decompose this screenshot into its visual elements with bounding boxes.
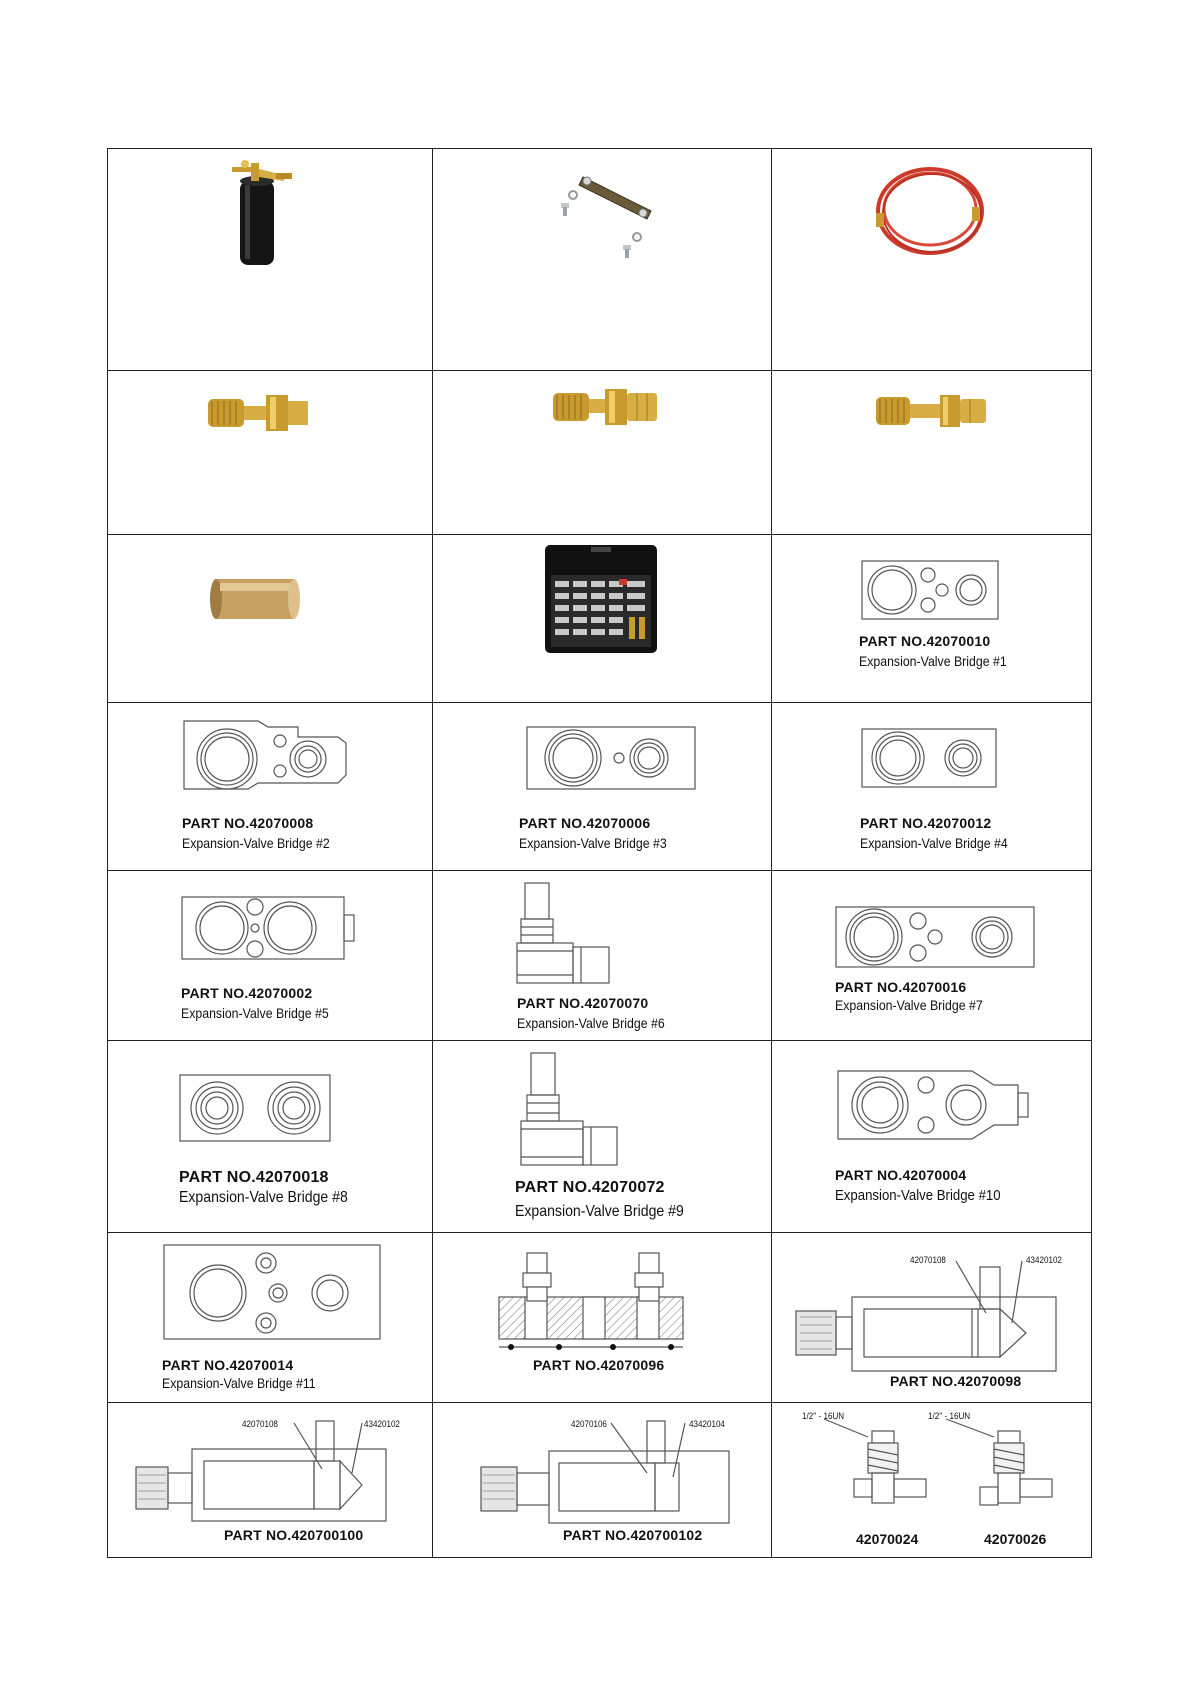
callout-label: 42070108: [910, 1255, 946, 1266]
bridge-10-drawing: [772, 1041, 1091, 1233]
thread-label: 1/2'' - 16UN: [802, 1411, 845, 1422]
kit-case-photo: [433, 535, 772, 703]
cell-red-hose: [772, 149, 1091, 371]
callout-label: 43420102: [1026, 1255, 1062, 1266]
gasket-strip-with-bolts-photo: [433, 149, 772, 371]
manifold-block-section-drawing: [433, 1233, 772, 1403]
parts-catalog-grid: [107, 148, 1092, 1558]
cell-bridge-2: [108, 703, 433, 871]
bridge-7-drawing: [772, 871, 1091, 1041]
part-number: PART NO.420700102: [563, 1527, 703, 1543]
part-number: PART NO.42070016: [835, 979, 967, 995]
callout-label: 42070106: [571, 1419, 607, 1430]
part-number: PART NO.42070008: [182, 815, 314, 831]
cell-brass-adapter-1: [108, 371, 433, 535]
part-number: PART NO.42070070: [517, 995, 649, 1011]
cell-brass-sleeve: [108, 535, 433, 703]
cell-bridge-9: [433, 1041, 772, 1233]
part-number: PART NO.42070010: [859, 633, 991, 649]
part-description: Expansion-Valve Bridge #3: [519, 835, 667, 851]
part-description: Expansion-Valve Bridge #9: [515, 1203, 684, 1220]
brass-coupler-adapter-photo: [433, 371, 772, 535]
part-number: PART NO.42070072: [515, 1179, 665, 1196]
part-number: 42070026: [984, 1531, 1047, 1547]
part-description: Expansion-Valve Bridge #4: [860, 835, 1008, 851]
cell-bridge-4: [772, 703, 1091, 871]
part-description: Expansion-Valve Bridge #10: [835, 1187, 1001, 1204]
cell-tee-fittings: [772, 1403, 1091, 1557]
brass-quick-coupler-photo: [772, 371, 1091, 535]
cell-kit-case: [433, 535, 772, 703]
part-description: Expansion-Valve Bridge #11: [162, 1375, 316, 1391]
brass-adapter-flare-photo: [108, 371, 433, 535]
part-description: Expansion-Valve Bridge #6: [517, 1015, 665, 1031]
cell-bridge-7: [772, 871, 1091, 1041]
part-number: PART NO.42070006: [519, 815, 651, 831]
part-number: PART NO.42070096: [533, 1357, 665, 1373]
part-description: Expansion-Valve Bridge #7: [835, 997, 983, 1013]
part-number: PART NO.42070012: [860, 815, 992, 831]
callout-label: 42070108: [242, 1419, 278, 1430]
part-number: PART NO.42070098: [890, 1373, 1022, 1389]
callout-label: 43420104: [689, 1419, 725, 1430]
part-number: PART NO.42070002: [181, 985, 313, 1001]
part-number: PART NO.42070004: [835, 1167, 967, 1183]
cell-tool-98: [772, 1233, 1091, 1403]
cell-brass-adapter-3: [772, 371, 1091, 535]
callout-label: 43420102: [364, 1419, 400, 1430]
receiver-drier-tank-photo: [108, 149, 433, 371]
cell-bridge-6: [433, 871, 772, 1041]
cell-bridge-1: [772, 535, 1091, 703]
cell-brass-adapter-2: [433, 371, 772, 535]
brass-sleeve-photo: [108, 535, 433, 703]
cell-bridge-5: [108, 871, 433, 1041]
cell-tool-102: [433, 1403, 772, 1557]
cell-bridge-10: [772, 1041, 1091, 1233]
part-description: Expansion-Valve Bridge #8: [179, 1189, 348, 1206]
cell-bridge-8: [108, 1041, 433, 1233]
cell-tool-100: [108, 1403, 433, 1557]
red-hose-photo: [772, 149, 1091, 371]
cell-bridge-3: [433, 703, 772, 871]
part-number: PART NO.42070018: [179, 1169, 329, 1186]
part-number: PART NO.420700100: [224, 1527, 364, 1543]
part-description: Expansion-Valve Bridge #2: [182, 835, 330, 851]
part-description: Expansion-Valve Bridge #1: [859, 653, 1007, 669]
bridge-1-drawing: [772, 535, 1091, 703]
cell-receiver-drier: [108, 149, 433, 371]
thread-label: 1/2'' - 16UN: [928, 1411, 971, 1422]
part-number: PART NO.42070014: [162, 1357, 294, 1373]
cell-bridge-11: [108, 1233, 433, 1403]
part-number: 42070024: [856, 1531, 919, 1547]
cell-gasket-strip: [433, 149, 772, 371]
cell-manifold-96: [433, 1233, 772, 1403]
part-description: Expansion-Valve Bridge #5: [181, 1005, 329, 1021]
